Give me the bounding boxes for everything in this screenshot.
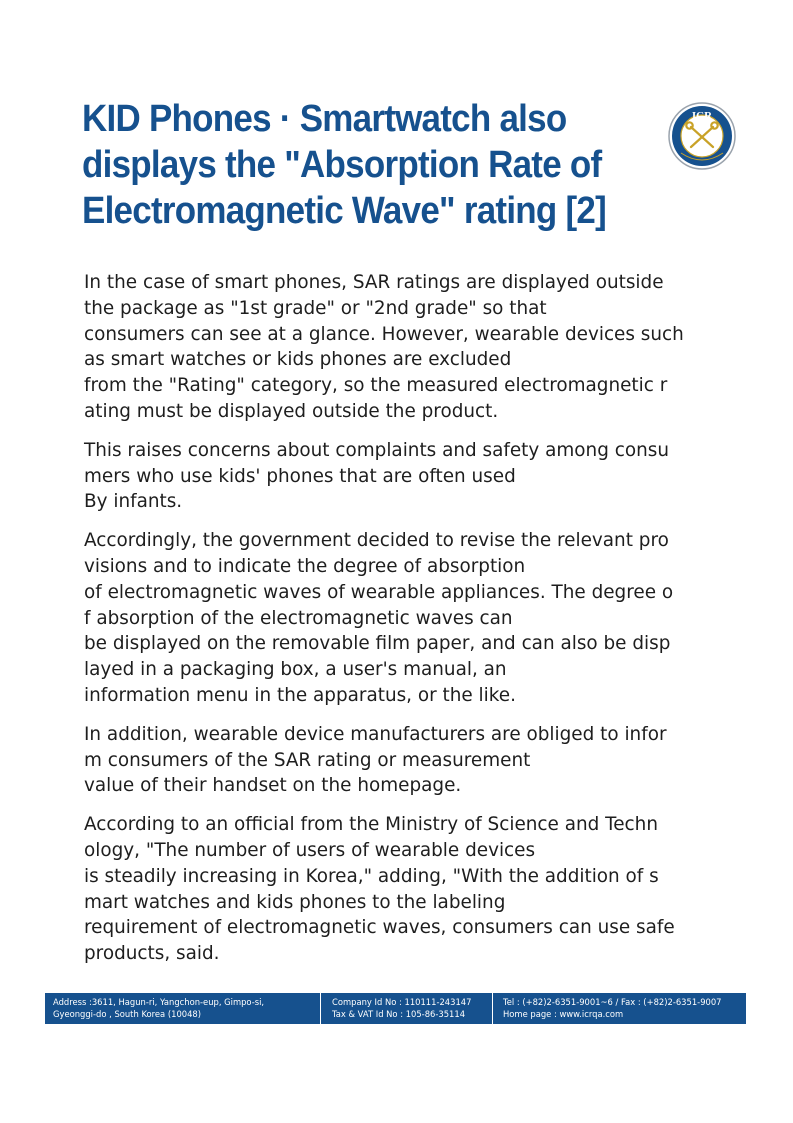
text-line: is steadily increasing in Korea," adding, "With the addition of s [84, 865, 659, 887]
text-line: products, said. [84, 943, 220, 965]
text-line: According to an official from the Ministry of Science and Techn [84, 814, 658, 836]
footer-divider [492, 993, 493, 1024]
footer-divider [320, 993, 321, 1024]
text-line: visions and to indicate the degree of absorption [84, 555, 526, 577]
paragraph [84, 528, 716, 709]
footer-address [53, 997, 264, 1020]
text-line: information menu in the apparatus, or the like. [84, 684, 516, 706]
text-line: ology, "The number of users of wearable devices [84, 839, 536, 861]
text-line: In addition, wearable device manufacturers are obliged to infor [84, 723, 667, 745]
page-footer [45, 993, 746, 1024]
text-line: requirement of electromagnetic waves, consumers can use safe [84, 917, 675, 939]
footer-company [332, 997, 471, 1020]
icr-logo-icon [667, 101, 737, 171]
title-line: Electromagnetic Wave" rating [2] [82, 190, 607, 232]
logo-text: ICR [691, 110, 713, 122]
text-line: consumers can see at a glance. However, wearable devices such [84, 323, 684, 345]
paragraph [84, 438, 716, 515]
article-body [84, 270, 716, 980]
paragraph [84, 722, 716, 799]
footer-address-line: Address :3611, Hagun-ri, Yangchon-eup, Gimpo-si, [53, 997, 265, 1007]
paragraph [84, 270, 716, 425]
text-line: layed in a packaging box, a user's manual, an [84, 659, 507, 681]
text-line: mart watches and kids phones to the labeling [84, 891, 506, 913]
title-line: displays the "Absorption Rate of [82, 144, 602, 186]
text-line: be displayed on the removable film paper, and can also be disp [84, 633, 671, 655]
paragraph [84, 812, 716, 967]
page-title [82, 96, 607, 234]
text-line: value of their handset on the homepage. [84, 775, 462, 797]
text-line: f absorption of the electromagnetic waves can [84, 607, 513, 629]
text-line: This raises concerns about complaints and safety among consu [84, 439, 669, 461]
footer-address-line: Gyeonggi-do , South Korea (10048) [53, 1008, 202, 1019]
title-line: KID Phones · Smartwatch also [82, 98, 567, 140]
text-line: mers who use kids' phones that are often used [84, 465, 516, 487]
text-line: Accordingly, the government decided to revise the relevant pro [84, 530, 669, 552]
text-line: as smart watches or kids phones are excluded [84, 349, 512, 371]
footer-company-line: Company Id No : 110111-243147 [332, 997, 472, 1007]
footer-contact [503, 997, 722, 1020]
text-line: By infants. [84, 491, 183, 513]
text-line: ating must be displayed outside the product. [84, 400, 499, 422]
text-line: from the "Rating" category, so the measured electromagnetic r [84, 375, 668, 397]
footer-homepage-link[interactable]: Home page : www.icrqa.com [503, 1008, 624, 1019]
text-line: of electromagnetic waves of wearable appliances. The degree o [84, 581, 674, 603]
footer-contact-line: Tel : (+82)2-6351-9001~6 / Fax : (+82)2-6351-9007 [503, 997, 722, 1007]
footer-company-line: Tax & VAT Id No : 105-86-35114 [332, 1008, 466, 1019]
text-line: m consumers of the SAR rating or measurement [84, 749, 531, 771]
text-line: the package as "1st grade" or "2nd grade" so that [84, 297, 547, 319]
text-line: In the case of smart phones, SAR ratings are displayed outside [84, 272, 664, 293]
